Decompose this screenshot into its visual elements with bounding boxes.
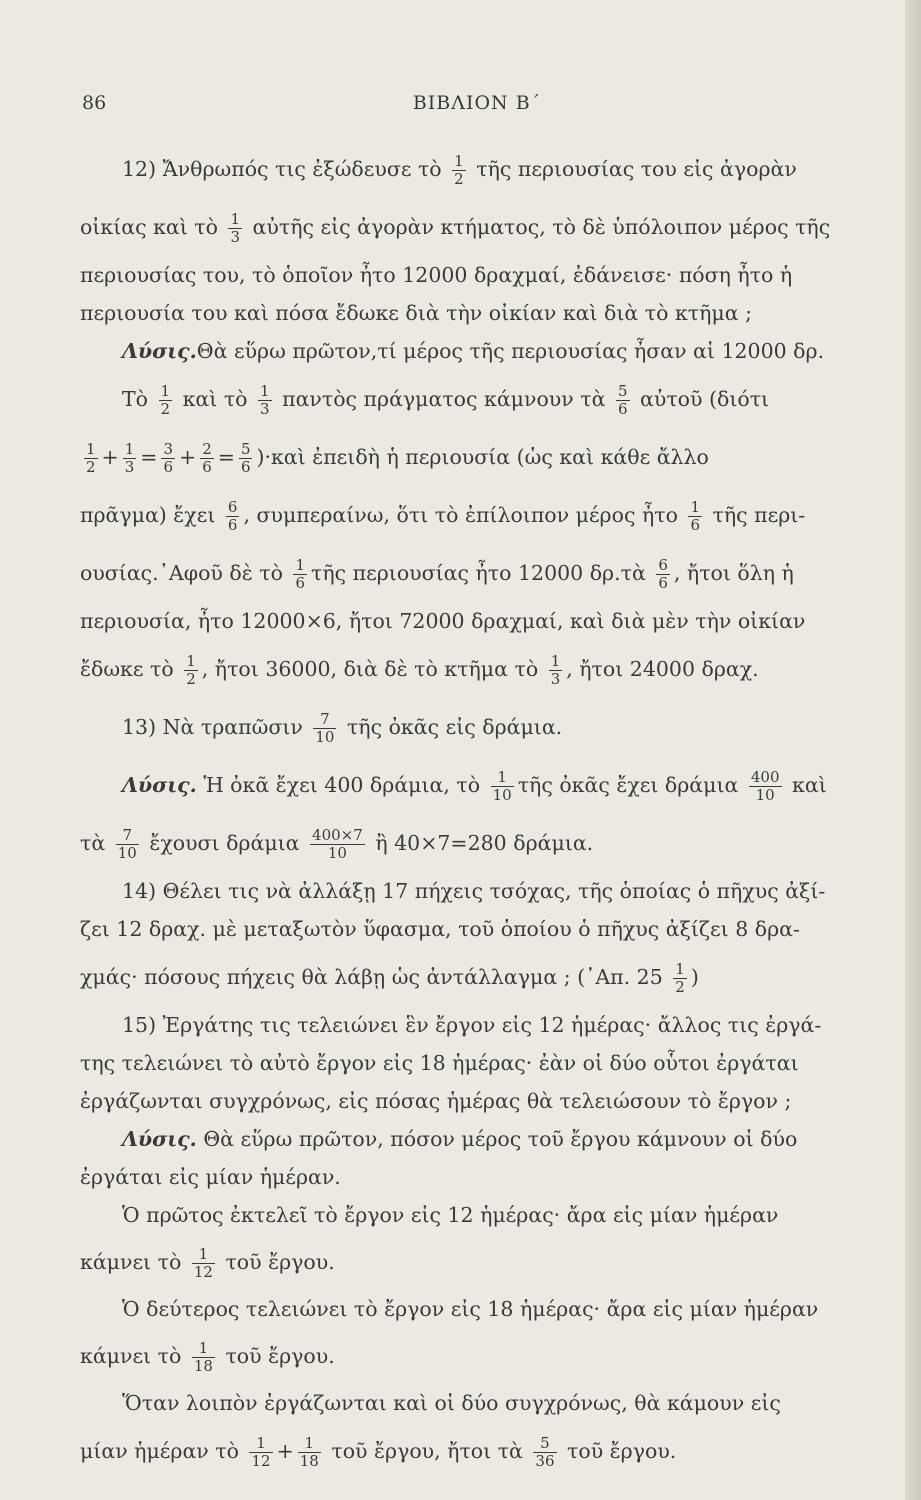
page-body [80, 140, 875, 1480]
numerator: 5 [240, 440, 251, 458]
numerator: 1 [298, 1435, 321, 1453]
fraction [298, 1435, 321, 1470]
text-line [80, 486, 875, 544]
solution-label: Λύσις. [122, 773, 197, 797]
denominator: 10 [117, 844, 137, 862]
numerator: 5 [533, 1435, 556, 1453]
denominator: 2 [160, 400, 171, 418]
denominator: 3 [550, 670, 561, 688]
fraction [452, 153, 466, 188]
numerator: 1 [550, 652, 561, 670]
denominator: 3 [230, 228, 241, 246]
text-run: τοῦ ἔργου, ἤτοι τὰ [324, 1439, 530, 1463]
numerator: 1 [675, 960, 685, 978]
fraction [116, 827, 139, 862]
denominator: 6 [227, 516, 238, 534]
text-run: τοῦ ἔργου. [218, 1250, 335, 1274]
page-number: 86 [82, 92, 107, 114]
text-line [80, 756, 875, 814]
fraction [192, 1340, 215, 1375]
text-run: + [179, 445, 197, 469]
text-line [80, 294, 875, 332]
numerator: 1 [454, 152, 464, 170]
text-line [80, 1082, 875, 1120]
text-run: οἰκίας καὶ τὸ [80, 215, 225, 239]
fraction [656, 557, 670, 592]
numerator: 7 [313, 711, 336, 729]
denominator: 6 [240, 458, 251, 476]
text-line [80, 1006, 875, 1044]
running-title: ΒΙΒΛΙΟΝ Β΄ [412, 92, 542, 114]
text-run: αὐτοῦ (διότι [633, 387, 770, 411]
text-line [80, 1196, 875, 1234]
text-run: αὐτῆς εἰς ἀγορὰν κτήματος, τὸ δὲ ὑπόλοιπον μέρος τῆς [246, 215, 831, 239]
text-run: τῆς ὀκᾶς εἰς δράμια. [340, 715, 563, 739]
text-run: τὰ [80, 831, 112, 855]
text-run: τῆς ὀκᾶς ἔχει δράμια [517, 773, 745, 797]
denominator: 36 [535, 1452, 555, 1470]
denominator: 2 [186, 670, 196, 688]
text-run: ἐργάται εἰς μίαν ἡμέραν. [80, 1165, 341, 1189]
numerator: 1 [192, 1246, 215, 1264]
text-line [80, 872, 875, 910]
denominator: 3 [124, 458, 135, 476]
text-line [80, 602, 875, 640]
text-line [80, 370, 875, 428]
numerator: 5 [617, 382, 628, 400]
text-run: Ὁ δεύτερος τελειώνει τὸ ἔργον εἰς 18 ἡμέρας· ἄρα εἰς μίαν ἡμέραν [122, 1297, 819, 1321]
text-run: τοῦ ἔργου. [218, 1344, 335, 1368]
denominator: 2 [86, 458, 96, 476]
text-line [80, 640, 875, 698]
text-run: = [140, 445, 158, 469]
text-run: παντὸς πράγματος κάμνουν τὰ [275, 387, 612, 411]
text-line [80, 698, 875, 756]
text-run: ουσίας.᾽Αφοῦ δὲ τὸ [80, 561, 290, 585]
text-run: ζει 12 δραχ. μὲ μεταξωτὸν ὕφασμα, τοῦ ὁποίου ὁ πῆχυς ἀξίζει 8 δρα- [80, 917, 800, 941]
text-run: )·καὶ ἐπειδὴ ἡ περιουσία (ὡς καὶ κάθε ἄλλο [256, 445, 709, 469]
text-run: μίαν ἡμέραν τὸ [80, 1439, 246, 1463]
text-line [80, 1290, 875, 1328]
numerator: 1 [86, 440, 96, 458]
denominator: 6 [295, 574, 306, 592]
fraction [616, 383, 630, 418]
text-line [80, 332, 875, 370]
solution-label: Λύσις. [122, 1127, 197, 1151]
text-run: κάμνει τὸ [80, 1344, 188, 1368]
numerator: 400 [750, 768, 780, 786]
text-run: , συμπεραίνω, ὅτι τὸ ἐπίλοιπον μέρος ἦτο [243, 503, 685, 527]
text-run: περιουσία του καὶ πόσα ἔδωκε διὰ τὴν οἰκίαν καὶ διὰ τὸ κτῆμα ; [80, 301, 752, 325]
denominator: 18 [299, 1452, 319, 1470]
text-run: κάμνει τὸ [80, 1250, 188, 1274]
fraction [249, 1435, 272, 1470]
text-line [80, 1234, 875, 1290]
text-run: τοῦ ἔργου. [560, 1439, 677, 1463]
text-run: τῆς περι- [705, 503, 806, 527]
denominator: 6 [163, 458, 174, 476]
fraction [226, 499, 240, 534]
text-run: 15) Ἐργάτης τις τελειώνει ἓν ἔργον εἰς 12 ἡμέρας· ἄλλος τις ἐργά- [122, 1013, 822, 1037]
numerator: 1 [260, 382, 270, 400]
text-line [80, 1384, 875, 1422]
text-line [80, 140, 875, 198]
fraction [159, 383, 173, 418]
text-run: 13) Νὰ τραπῶσιν [122, 715, 310, 739]
denominator: 6 [658, 574, 668, 592]
text-run: Τὸ [122, 387, 155, 411]
text-run: + [276, 1439, 294, 1463]
text-run: της τελειώνει τὸ αὐτὸ ἔργον εἰς 18 ἡμέρας· ἐὰν οἱ δύο οὗτοι ἐργάται [80, 1051, 799, 1075]
denominator: 6 [690, 516, 700, 534]
text-line [80, 1422, 875, 1480]
text-line [80, 1120, 875, 1158]
text-run: , ἤτοι ὅλη ἡ [673, 561, 794, 585]
text-run: περιουσίας του, τὸ ὁποῖον ἦτο 12000 δραχμαί, ἐδάνεισε· πόση ἦτο ἡ [80, 263, 793, 287]
denominator: 3 [260, 400, 270, 418]
numerator: 1 [160, 382, 171, 400]
numerator: 1 [690, 498, 700, 516]
numerator: 1 [230, 210, 241, 228]
text-run: καὶ [785, 773, 827, 797]
text-line [80, 198, 875, 256]
denominator: 2 [454, 170, 464, 188]
numerator: 1 [295, 556, 306, 574]
numerator: 400×7 [312, 826, 363, 844]
text-run: πρᾶγμα) ἔχει [80, 503, 222, 527]
text-line [80, 1158, 875, 1196]
text-run: τῆς περιουσίας ἦτο 12000 δρ.τὰ [311, 561, 653, 585]
text-line [80, 814, 875, 872]
denominator: 18 [193, 1357, 213, 1375]
fraction [192, 1246, 215, 1281]
running-header [82, 92, 872, 116]
numerator: 1 [186, 652, 196, 670]
text-run: , ἤτοι 24000 δραχ. [566, 657, 759, 681]
denominator: 6 [202, 458, 212, 476]
text-run: καὶ τὸ [176, 387, 255, 411]
text-line [80, 948, 875, 1006]
text-run: , ἤτοι 36000, διὰ δὲ τὸ κτῆμα τὸ [201, 657, 545, 681]
fraction [228, 211, 242, 246]
text-line [80, 256, 875, 294]
text-run: Ἡ ὀκᾶ ἔχει 400 δράμια, τὸ [196, 773, 487, 797]
fraction [533, 1435, 556, 1470]
text-line [80, 1044, 875, 1082]
text-run: τῆς περιουσίας του εἰς ἀγορὰν [469, 157, 797, 181]
text-run: ) [690, 965, 699, 989]
denominator: 6 [617, 400, 628, 418]
text-run: 14) Θέλει τις νὰ ἀλλάξῃ 17 πήχεις τσόχας, τῆς ὁποίας ὁ πῆχυς ἀξί- [122, 879, 826, 903]
solution-label: Λύσις. [122, 339, 197, 363]
text-run: χμάς· πόσους πήχεις θὰ λάβῃ ὡς ἀντάλλαγμα ; (᾽Απ. 25 [80, 965, 670, 989]
fraction [239, 441, 253, 476]
text-run: Θὰ εὕρω πρῶτον,τί μέρος τῆς περιουσίας ἦσαν αἱ 12000 δρ. [196, 339, 825, 363]
fraction [200, 441, 214, 476]
denominator: 12 [193, 1263, 213, 1281]
numerator: 6 [227, 498, 238, 516]
text-line [80, 544, 875, 602]
text-run: Ὁ πρῶτος ἐκτελεῖ τὸ ἔργον εἰς 12 ἡμέρας· ἄρα εἰς μίαν ἡμέραν [122, 1203, 779, 1227]
text-line [80, 910, 875, 948]
numerator: 6 [658, 556, 668, 574]
denominator: 10 [755, 786, 775, 804]
text-run: 12) Ἄνθρωπός τις ἐξώδευσε τὸ [122, 157, 449, 181]
text-run: + [101, 445, 119, 469]
numerator: 1 [249, 1435, 272, 1453]
text-run: περιουσία, ἦτο 12000×6, ἤτοι 72000 δραχμαί, καὶ διὰ μὲν τὴν οἰκίαν [80, 609, 806, 633]
numerator: 1 [124, 440, 135, 458]
text-run: = [217, 445, 235, 469]
numerator: 1 [192, 1340, 215, 1358]
fraction [293, 557, 307, 592]
text-run: ἐργάζωνται συγχρόνως, εἰς πόσας ἡμέρας θὰ τελειώσουν τὸ ἔργον ; [80, 1089, 792, 1113]
numerator: 1 [491, 769, 514, 787]
fraction [313, 711, 336, 746]
text-run: Ὅταν λοιπὸν ἐργάζωνται καὶ οἱ δύο συγχρόνως, θὰ κάμουν εἰς [122, 1391, 781, 1415]
numerator: 7 [116, 827, 139, 845]
fraction [688, 499, 702, 534]
fraction [84, 441, 98, 476]
fraction [161, 441, 175, 476]
text-line [80, 1328, 875, 1384]
text-run: Θὰ εὕρω πρῶτον, πόσον μέρος τοῦ ἔργου κάμνουν οἱ δύο [196, 1127, 798, 1151]
fraction [123, 441, 137, 476]
fraction [310, 827, 365, 862]
page-edge [905, 0, 921, 1500]
numerator: 3 [163, 440, 174, 458]
numerator: 2 [202, 440, 212, 458]
fraction [749, 769, 782, 804]
text-run: ἔχουσι δράμια [142, 831, 307, 855]
text-run: ἢ 40×7=280 δράμια. [368, 831, 594, 855]
denominator: 12 [251, 1452, 271, 1470]
fraction [258, 383, 272, 418]
denominator: 10 [315, 728, 335, 746]
fraction [184, 653, 198, 688]
text-line [80, 428, 875, 486]
denominator: 10 [327, 844, 347, 862]
fraction [549, 653, 563, 688]
fraction [491, 769, 514, 804]
denominator: 10 [492, 786, 512, 804]
denominator: 2 [675, 978, 685, 996]
fraction [673, 961, 687, 996]
text-run: ἔδωκε τὸ [80, 657, 181, 681]
